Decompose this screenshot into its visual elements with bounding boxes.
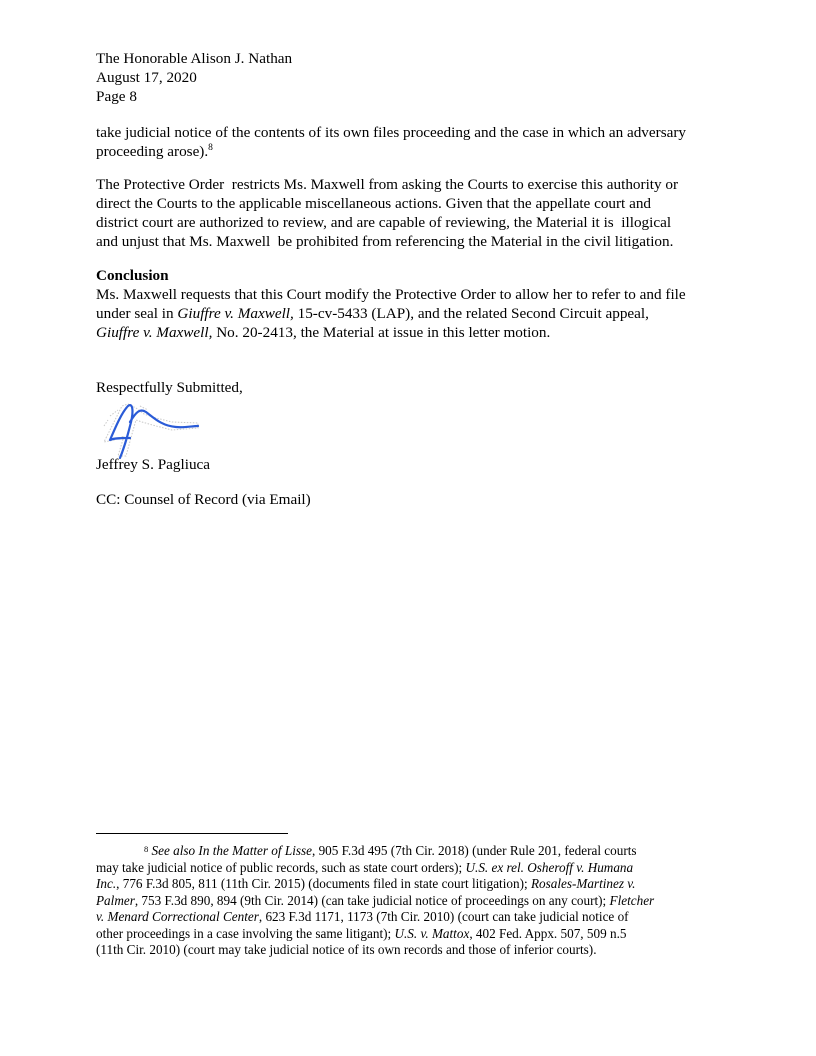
body-text: No. 20-2413, the Material at issue in this letter motion. <box>212 324 551 341</box>
signature-stroke <box>110 405 198 458</box>
case-name: Giuffre v. Maxwell, <box>177 305 294 322</box>
footnote-line <box>96 893 654 910</box>
body-line: district court are authorized to review, and are capable of reviewing, the Material it is illogical <box>96 214 672 231</box>
body-text: proceeding arose). <box>96 143 209 160</box>
case-name: U.S. ex rel. Osheroff v. Humana <box>465 859 634 875</box>
footnote-line: (11th Cir. 2010) (court may take judicial notice of its own records and those of inferior courts). <box>96 942 597 957</box>
date-line: August 17, 2020 <box>96 69 197 86</box>
body-line: and unjust that Ms. Maxwell be prohibited from referencing the Material in the civil litigation. <box>96 233 674 250</box>
citation-text: , 776 F.3d 805, 811 (11th Cir. 2015) (documents filed in state court litigation); <box>116 876 531 891</box>
cc-line: CC: Counsel of Record (via Email) <box>96 491 311 508</box>
body-line <box>96 142 213 161</box>
body-line <box>96 323 550 342</box>
case-name: Fletcher <box>609 892 655 908</box>
footnote-line <box>96 909 629 926</box>
signature-halo <box>104 404 198 456</box>
citation-text: , 905 F.3d 495 (7th Cir. 2018) (under Rule 201, federal courts <box>311 843 637 858</box>
citation-text: , 623 F.3d 1171, 1173 (7th Cir. 2010) (court can take judicial notice of <box>258 909 629 924</box>
case-name: U.S. v. Mattox <box>394 925 470 941</box>
case-name: Palmer <box>96 892 135 908</box>
case-name: See also In the Matter of Lisse <box>151 843 312 858</box>
citation-text: , 402 Fed. Appx. 507, 509 n.5 <box>469 925 627 941</box>
citation-text: , 753 F.3d 890, 894 (9th Cir. 2014) (can take judicial notice of proceedings on any court); <box>134 892 610 908</box>
footnote-number: 8 <box>144 844 149 854</box>
body-line: take judicial notice of the contents of its own files proceeding and the case in which an adversary <box>96 124 686 141</box>
signature-image <box>100 396 205 460</box>
citation-text: may take judicial notice of public records, such as state court orders); <box>96 859 466 875</box>
footnote-line <box>96 876 635 893</box>
signer-name: Jeffrey S. Pagliuca <box>96 456 211 473</box>
salutation: Respectfully Submitted, <box>96 379 243 396</box>
footnote-line <box>96 926 626 943</box>
body-text: under seal in <box>96 305 178 322</box>
case-name: Rosales-Martinez v. <box>530 876 636 891</box>
body-line <box>96 304 649 323</box>
body-line: The Protective Order restricts Ms. Maxwell from asking the Courts to exercise this authority or <box>96 176 679 193</box>
case-name: Inc. <box>96 876 117 891</box>
page-number: Page 8 <box>96 88 137 105</box>
case-name: Giuffre v. Maxwell, <box>96 324 213 341</box>
case-name: v. Menard Correctional Center <box>96 909 259 924</box>
footnote-reference[interactable]: 8 <box>208 143 213 153</box>
body-line: direct the Courts to the applicable miscellaneous actions. Given that the appellate court and <box>96 195 652 212</box>
body-text: 15-cv-5433 (LAP), and the related Second Circuit appeal, <box>293 305 649 322</box>
conclusion-heading: Conclusion <box>96 267 169 284</box>
footnote-separator <box>96 833 288 834</box>
body-line: Ms. Maxwell requests that this Court modify the Protective Order to allow her to refer to and file <box>96 286 686 303</box>
footnote-line <box>96 860 633 877</box>
recipient-line: The Honorable Alison J. Nathan <box>96 50 293 67</box>
citation-text: other proceedings in a case involving the same litigant); <box>96 925 395 941</box>
footnote-line <box>144 843 637 860</box>
